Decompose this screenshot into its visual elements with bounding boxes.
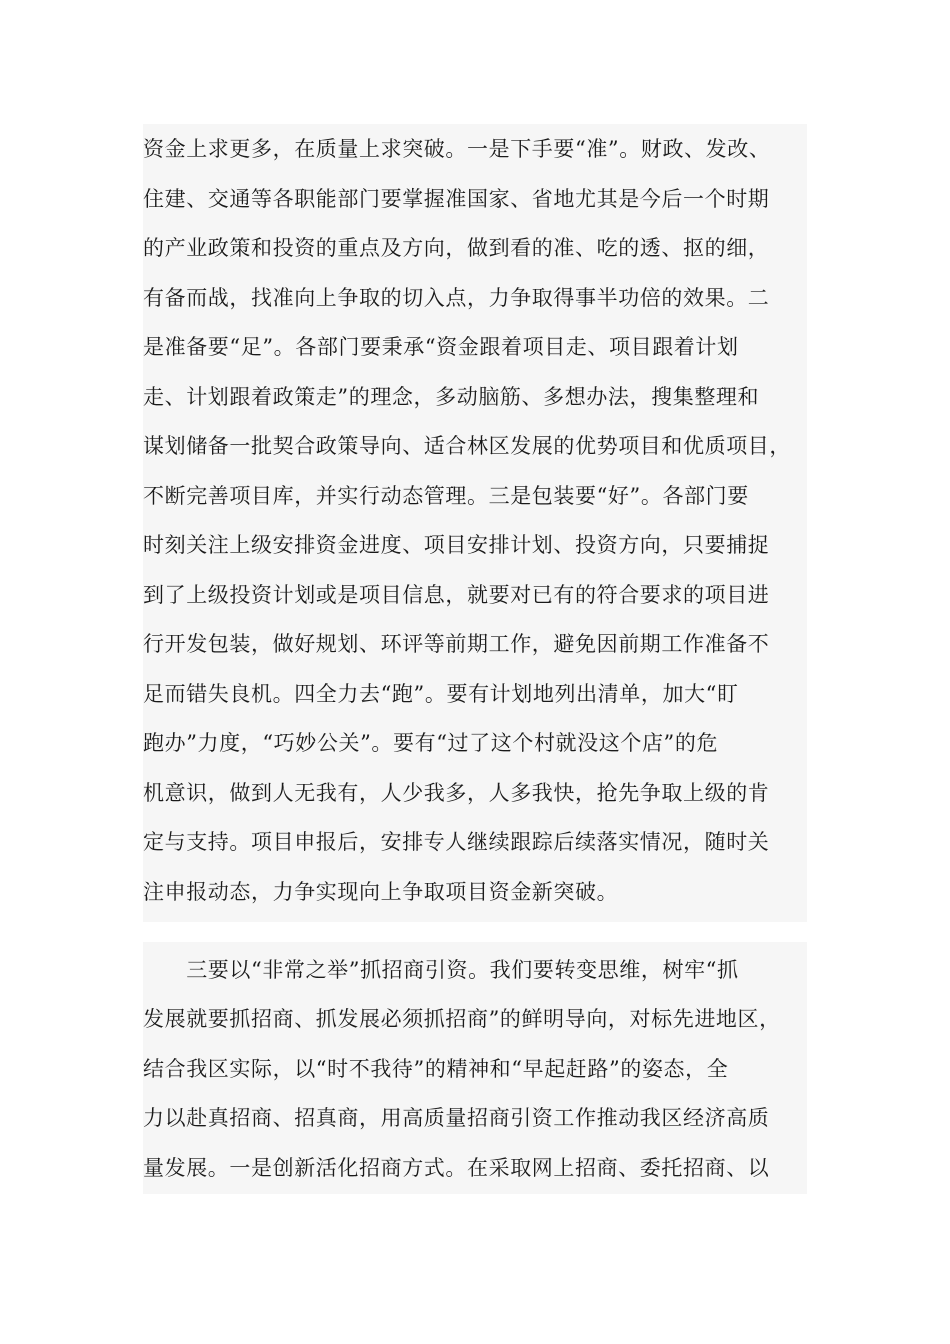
text-line: 力以赴真招商、招真商，用高质量招商引资工作推动我区经济高质	[143, 1106, 770, 1130]
text-line: 三要以“非常之举”抓招商引资。我们要转变思维，树牢“抓	[143, 958, 739, 982]
document-paragraph-1	[143, 124, 807, 922]
text-line: 住建、交通等各职能部门要掌握准国家、省地尤其是今后一个时期	[143, 187, 770, 211]
text-line: 定与支持。项目申报后，安排专人继续跟踪后续落实情况，随时关	[143, 830, 770, 854]
text-line: 不断完善项目库，并实行动态管理。三是包装要“好”。各部门要	[143, 484, 749, 508]
text-line: 时刻关注上级安排资金进度、项目安排计划、投资方向，只要捕捉	[143, 533, 770, 557]
text-line: 谋划储备一批契合政策导向、适合林区发展的优势项目和优质项目，	[143, 434, 791, 458]
text-line: 是准备要“足”。各部门要秉承“资金跟着项目走、项目跟着计划	[143, 335, 739, 359]
text-line: 资金上求更多，在质量上求突破。一是下手要“准”。财政、发改、	[143, 137, 771, 161]
text-line: 注申报动态，力争实现向上争取项目资金新突破。	[143, 880, 619, 904]
text-line: 跑办”力度，“巧妙公关”。要有“过了这个村就没这个店”的危	[143, 731, 719, 755]
text-line: 有备而战，找准向上争取的切入点，力争取得事半功倍的效果。二	[143, 286, 770, 310]
text-line: 的产业政策和投资的重点及方向，做到看的准、吃的透、抠的细，	[143, 236, 770, 260]
text-line: 发展就要抓招商、抓发展必须抓招商”的鲜明导向，对标先进地区，	[143, 1007, 781, 1031]
text-line: 走、计划跟着政策走”的理念，多动脑筋、多想办法，搜集整理和	[143, 385, 760, 409]
text-line: 机意识，做到人无我有，人少我多，人多我快，抢先争取上级的肯	[143, 781, 770, 805]
text-line: 结合我区实际，以“时不我待”的精神和“早起赶路”的姿态，全	[143, 1057, 729, 1081]
document-paragraph-2	[143, 942, 807, 1194]
text-line: 量发展。一是创新活化招商方式。在采取网上招商、委托招商、以	[143, 1156, 770, 1180]
text-line: 到了上级投资计划或是项目信息，就要对已有的符合要求的项目进	[143, 583, 770, 607]
text-line: 足而错失良机。四全力去“跑”。要有计划地列出清单，加大“盯	[143, 682, 739, 706]
text-line: 行开发包装，做好规划、环评等前期工作，避免因前期工作准备不	[143, 632, 770, 656]
